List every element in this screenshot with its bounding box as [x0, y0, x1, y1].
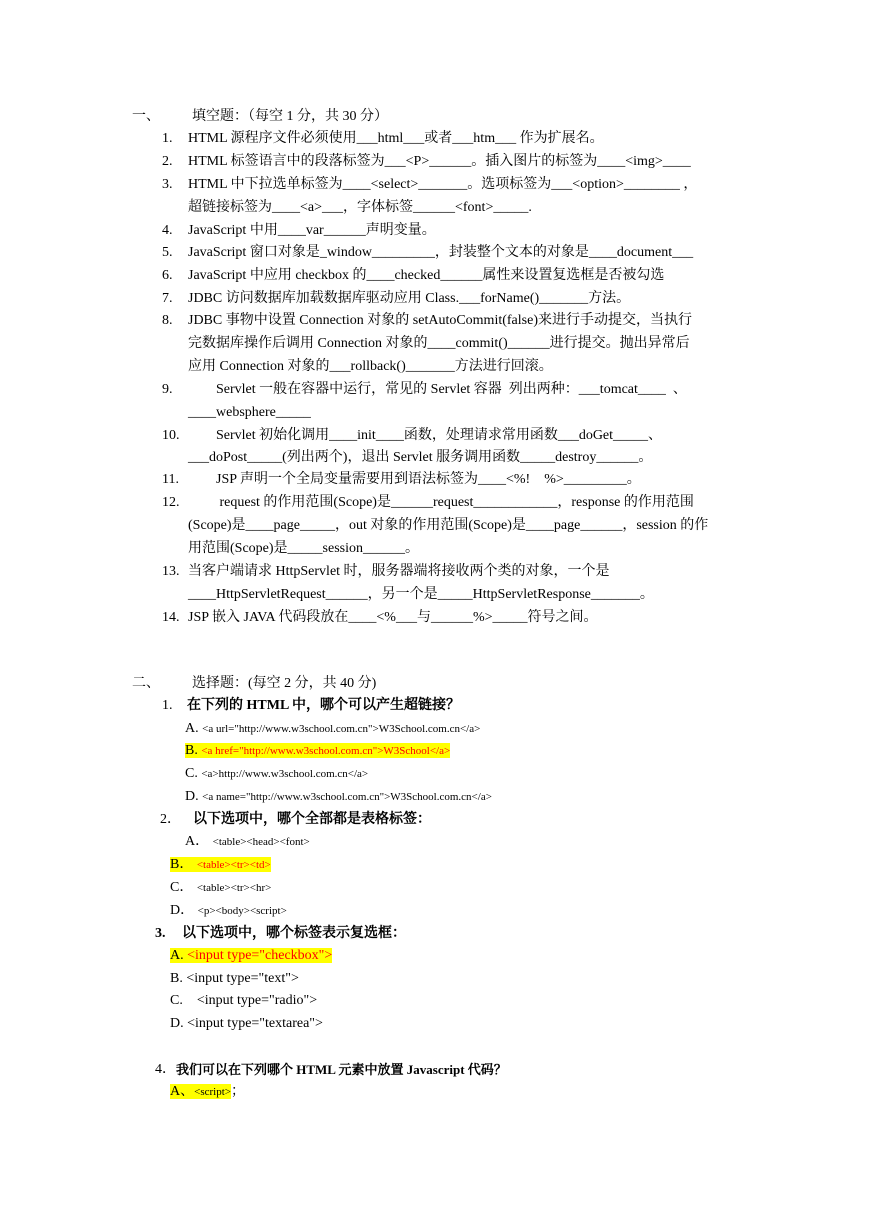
fill-item-number: 9. [162, 382, 173, 397]
fill-item-line: 当客户端请求 HttpServlet 时，服务器端将接收两个类的对象，一个是 [188, 564, 610, 579]
fill-item-line: JSP 嵌入 JAVA 代码段放在____<%___与______%>_____符号之间。 [188, 610, 598, 625]
fill-item-number: 10. [162, 428, 180, 443]
q3-option-d: D. <input type="textarea"> [170, 1016, 323, 1031]
fill-item-line: ____websphere_____ [188, 405, 311, 420]
section2-number: 二、 [132, 676, 160, 691]
fill-item-line: HTML 源程序文件必须使用___html___或者___htm___ 作为扩展名。 [188, 131, 604, 146]
fill-item-number: 14. [162, 610, 180, 625]
q3-option-a: A. <input type="checkbox"> [170, 948, 333, 963]
fill-item-number: 8. [162, 313, 173, 328]
fill-item-line: HTML 中下拉选单标签为____<select>_______。选项标签为___<option>________ ， [188, 177, 698, 192]
fill-item-number: 5. [162, 245, 173, 260]
fill-item-line: JDBC 事物中设置 Connection 对象的 setAutoCommit(false)来进行手动提交，当执行 [188, 313, 692, 328]
fill-item-line: ___doPost_____(列出两个)，退出 Servlet 服务调用函数_____destroy______。 [188, 450, 653, 465]
fill-item-number: 7. [162, 291, 173, 306]
fill-item-number: 12. [162, 495, 180, 510]
q1-option-c: C. <a>http://www.w3school.com.cn</a> [185, 766, 369, 781]
q1-option-a: A. <a url="http://www.w3school.com.cn">W3School.com.cn</a> [185, 721, 481, 736]
fill-item-number: 11. [162, 472, 179, 487]
q1-number: 1. [162, 698, 173, 713]
section1-number: 一、 [132, 109, 160, 124]
q2-question: 以下选项中，哪个全部都是表格标签： [193, 812, 431, 827]
fill-item-line: ____HttpServletRequest______，另一个是_____HttpServletResponse_______。 [188, 587, 654, 602]
q1-option-d: D. <a name="http://www.w3school.com.cn">W3School.com.cn</a> [185, 789, 492, 804]
fill-item-line: 用范围(Scope)是_____session______。 [188, 541, 419, 556]
fill-item-line: Servlet 一般在容器中运行，常见的 Servlet 容器 列出两种：___tomcat____ 、 [188, 382, 687, 397]
fill-item-line: (Scope)是____page_____，out 对象的作用范围(Scope)是____page______，session 的作 [188, 518, 709, 533]
fill-item-number: 6. [162, 268, 173, 283]
q4-number: 4． [155, 1062, 176, 1077]
fill-item-line: 超链接标签为____<a>___，字体标签______<font>_____. [188, 200, 532, 215]
fill-item-number: 4. [162, 223, 173, 238]
q3-number: 3. [155, 926, 166, 941]
section2-title: 选择题：(每空 2 分，共 40 分) [192, 676, 377, 691]
q1-question: 在下列的 HTML 中，哪个可以产生超链接？ [187, 698, 461, 713]
fill-item-number: 1. [162, 131, 173, 146]
fill-item-line: request 的作用范围(Scope)是______request____________，response 的作用范围 [188, 495, 694, 510]
fill-item-line: JavaScript 窗口对象是_window_________，封装整个文本的对象是____document___ [188, 245, 694, 260]
fill-item-line: 完数据库操作后调用 Connection 对象的____commit()______进行提交。抛出异常后 [188, 336, 690, 351]
q2-option-c: C． <table><tr><hr> [170, 880, 272, 895]
fill-item-line: JSP 声明一个全局变量需要用到语法标签为____<%! %>_________。 [188, 472, 641, 487]
fill-item-number: 13. [162, 564, 180, 579]
q2-option-d: D． <p><body><script> [170, 903, 287, 918]
fill-item-line: HTML 标签语言中的段落标签为___<P>______。插入图片的标签为____<img>____ [188, 154, 691, 169]
fill-item-number: 2. [162, 154, 173, 169]
q4-question: 我们可以在下列哪个 HTML 元素中放置 Javascript 代码？ [176, 1062, 507, 1077]
q3-option-b: B. <input type="text"> [170, 971, 299, 986]
fill-item-line: JDBC 访问数据库加载数据库驱动应用 Class.___forName()_______方法。 [188, 291, 631, 306]
q2-option-b: B． <table><tr><td> [170, 857, 271, 872]
q2-number: 2． [160, 812, 181, 827]
q2-option-a: A． <table><head><font> [185, 834, 310, 849]
fill-item-number: 3. [162, 177, 173, 192]
q3-option-c: C. <input type="radio"> [170, 993, 318, 1008]
q1-option-b: B. <a href="http://www.w3school.com.cn">W3School</a> [185, 743, 451, 758]
section1-title: 填空题：（每空 1 分，共 30 分） [192, 109, 388, 124]
fill-item-line: 应用 Connection 对象的___rollback()_______方法进行回滚。 [188, 359, 553, 374]
fill-item-line: JavaScript 中用____var______声明变量。 [188, 223, 436, 238]
q3-question: 以下选项中，哪个标签表示复选框： [182, 926, 406, 941]
q4-option-a: A、<script>； [170, 1084, 245, 1099]
fill-item-line: Servlet 初始化调用____init____函数，处理请求常用函数___doGet_____、 [188, 428, 663, 443]
fill-item-line: JavaScript 中应用 checkbox 的____checked______属性来设置复选框是否被勾选 [188, 268, 665, 283]
